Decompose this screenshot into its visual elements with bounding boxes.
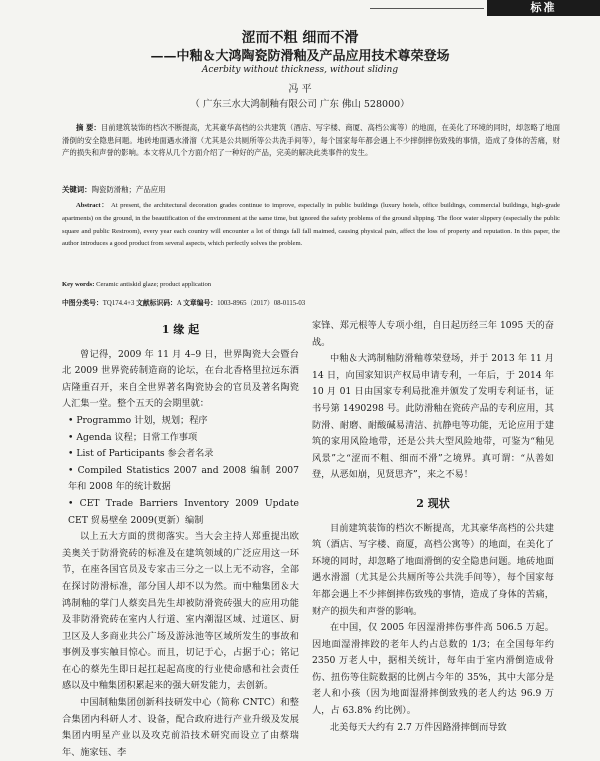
paragraph: 曾记得，2009 年 11 月 4–9 日，世界陶瓷大会暨台北 2009 世界瓷砖制造商的论坛，在台北香格里拉远东酒店隆重召开，来自全世界著名陶瓷协会的官员及著名陶瓷人汇集一堂。整个五天的会期里就：	[62, 348, 299, 410]
title-line-2: ——中釉＆大鸿陶瓷防滑釉及产品应用技术尊荣登场	[150, 49, 450, 64]
bullet-item: • Programmo 计划，规划；程序	[68, 414, 208, 426]
affiliation: （ 广东三水大鸿制釉有限公司 广东 佛山 528000）	[190, 99, 410, 110]
paragraph: 在中国，仅 2005 年因湿滑摔伤事件高 506.5 万起。因地面湿滑摔跤的老年人约占总数的 1/3；在全国每年约 2350 万老人中，据相关统计，每年由于室内滑倒造成骨伤、扭伤等住院数据的比例占今年的 35%，其中大部分是老人和小孩（因为地面湿滑摔倒致残的老人约达 96.9 万人，占 63.8% 约比例）。	[312, 622, 554, 717]
abstract-en-text: At present, the architectural decoration grades continue to improve, especially in public buildings (luxury hotels, office buildings, commercial buildings, high-grade apartments) on the ground, in the beautification of the environment at the same time, but ignored the safety problems of the ground slipping. The floor water slippery (especially the public square and public Restroom), every year each country will encounter a lot of things fall fall maimed, causing physical pain, affect the loss of property and reputation. In this paper, the author introduces a good product from several aspects, which perfectly solves the problem.	[62, 202, 560, 248]
section-heading-origin: 1 缘 起	[161, 323, 200, 336]
author: 冯 平	[288, 84, 312, 95]
paragraph: 以上五大方面的贯彻落实。当大会主持人郑重提出欧美奥关于防滑瓷砖的标准及在建筑领域的广泛应用这一环节，在座各国官员及专家击三分之一以上无不动容，全部在探讨防滑标准，部分国人却不以为然。而中釉集团＆大鸿制釉的掌门人蔡奕昌先生却被防滑瓷砖强大的应用功能及非防滑瓷砖在室内人行道、室内潮湿区域、过道区、厨卫区及人多商业共公广场及游泳池等区域所发生的事故和事例及事实触目惊心。而且，切记于心，占据于心；铭记在心的蔡先生即日起扛起起高度的行业使命感和社会责任感以及中釉集团积累起来的强大研发能力，去创新。	[62, 531, 299, 692]
header-rule	[370, 8, 484, 9]
section-heading-status: 2 现状	[416, 496, 450, 510]
bullet-item: • CET Trade Barriers Inventory 2009 Update CET 贸易壁垒 2009(更新）编制	[68, 497, 299, 526]
paragraph: 中釉＆大鸿制釉防滑釉尊荣登场，并于 2013 年 11 月 14 日，向国家知识产权局申请专利，一年后，于 2014 年 10 月 01 日由国家专利局批准并颁发了发明专利证书，证书号第 1490298 号。此防滑釉在瓷砖产品的专利应用，其防滑、耐磨、耐酸碱易清洁、抗静电等功能，无论应用于建筑的家用风险地带，还是公共大型风险地带，可鉴为“釉见风景”之“涩而不粗、细而不滑”之境界。真可谓：“从善如登，从恶如崩，见贤思齐”，来之不易！	[312, 353, 554, 481]
doc-code-value: A	[176, 300, 182, 307]
right-column	[312, 318, 554, 736]
title-line-1: 涩而不粗 细而不滑	[241, 30, 359, 46]
bullet-text: Programmo 计划，规划；程序	[76, 414, 208, 426]
keywords-en	[62, 281, 560, 288]
article-number-label: 文章编号：	[183, 300, 218, 307]
english-subtitle: Acerbity without thickness, without sliding	[201, 65, 399, 75]
keywords-cn-label: 关键词：	[62, 185, 92, 194]
paragraph: 北美每天大约有 2.7 万件因路滑摔倒而导致	[330, 721, 507, 733]
doc-code-label: 文献标识码：	[136, 300, 177, 307]
keywords-en-label: Key words:	[62, 281, 95, 288]
keywords-en-text: Ceramic antiskid glaze; product application	[96, 281, 212, 288]
left-column	[62, 318, 299, 761]
clc-value: TQ174.4+3	[102, 300, 135, 307]
abstract-cn-text: 目前建筑装饰的档次不断提高，尤其豪华高档的公共建筑（酒店、写字楼、商厦、高档公寓等）的地面，在美化了环境的同时，却忽略了地面滑倒的安全隐患问题。地砖地面遇水滑溜（尤其是公共厕所等公共洗手间等），每个国家每年都会遇上不少摔倒摔伤致残的事情，造成了身体的苦痛，财产的损失和声誉的影响。本文将从几个方面介绍了一种好的产品，完美的解决此类事件的发生。	[62, 123, 560, 158]
section-tag: 标准	[487, 0, 600, 16]
bullet-item: • Agenda 议程；日常工作事项	[68, 431, 198, 443]
abstract-cn	[62, 122, 560, 160]
classification-line	[62, 297, 560, 307]
keywords-cn	[62, 184, 560, 195]
clc-label: 中图分类号：	[62, 300, 103, 307]
paragraph: 目前建筑装饰的档次不断提高，尤其豪华高档的公共建筑（酒店、写字楼、商厦，高档公寓等）的地面，在美化了环境的同时，却忽略了地面滑倒的安全隐患问题。地砖地面遇水滑溜（尤其是公共厕所等公共洗手间等），每个国家每年都会遇上不少摔倒摔伤致残的事情，造成了身体的苦痛，财产的损失和声誉的影响。	[312, 522, 554, 617]
bullet-text: List of Participants 参会者名录	[76, 448, 214, 460]
bullet-item: • List of Participants 参会者名录	[68, 448, 214, 460]
abstract-en-label: Abstract：	[76, 202, 109, 209]
paragraph: 家锋、郑元根等人专项小组，自日起历经三年 1095 天的奋战。	[312, 320, 554, 348]
abstract-en	[62, 200, 560, 251]
bullet-text: Compiled Statistics 2007 and 2008 编制 2007 年和 2008 年的统计数据	[68, 464, 299, 493]
bullet-item: • Compiled Statistics 2007 and 2008 编制 2007 年和 2008 年的统计数据	[68, 464, 299, 493]
paragraph: 中国制釉集团创新科技研发中心（简称 CNTC）和整合集团内科研人才、设备，配合政府进行产业升级及发展集团内明星产业以及攻克前沿技术研究而设立了由蔡瑞年、施家钰、李	[62, 697, 299, 758]
abstract-cn-label: 摘 要：	[76, 123, 101, 132]
bullet-text: CET Trade Barriers Inventory 2009 Update CET 贸易壁垒 2009(更新）编制	[68, 497, 299, 526]
bullet-text: Agenda 议程；日常工作事项	[76, 431, 198, 443]
article-number-value: 1003-8965（2017）08-0115-03	[217, 300, 306, 307]
keywords-cn-text: 陶瓷防滑釉；产品应用	[91, 185, 166, 194]
